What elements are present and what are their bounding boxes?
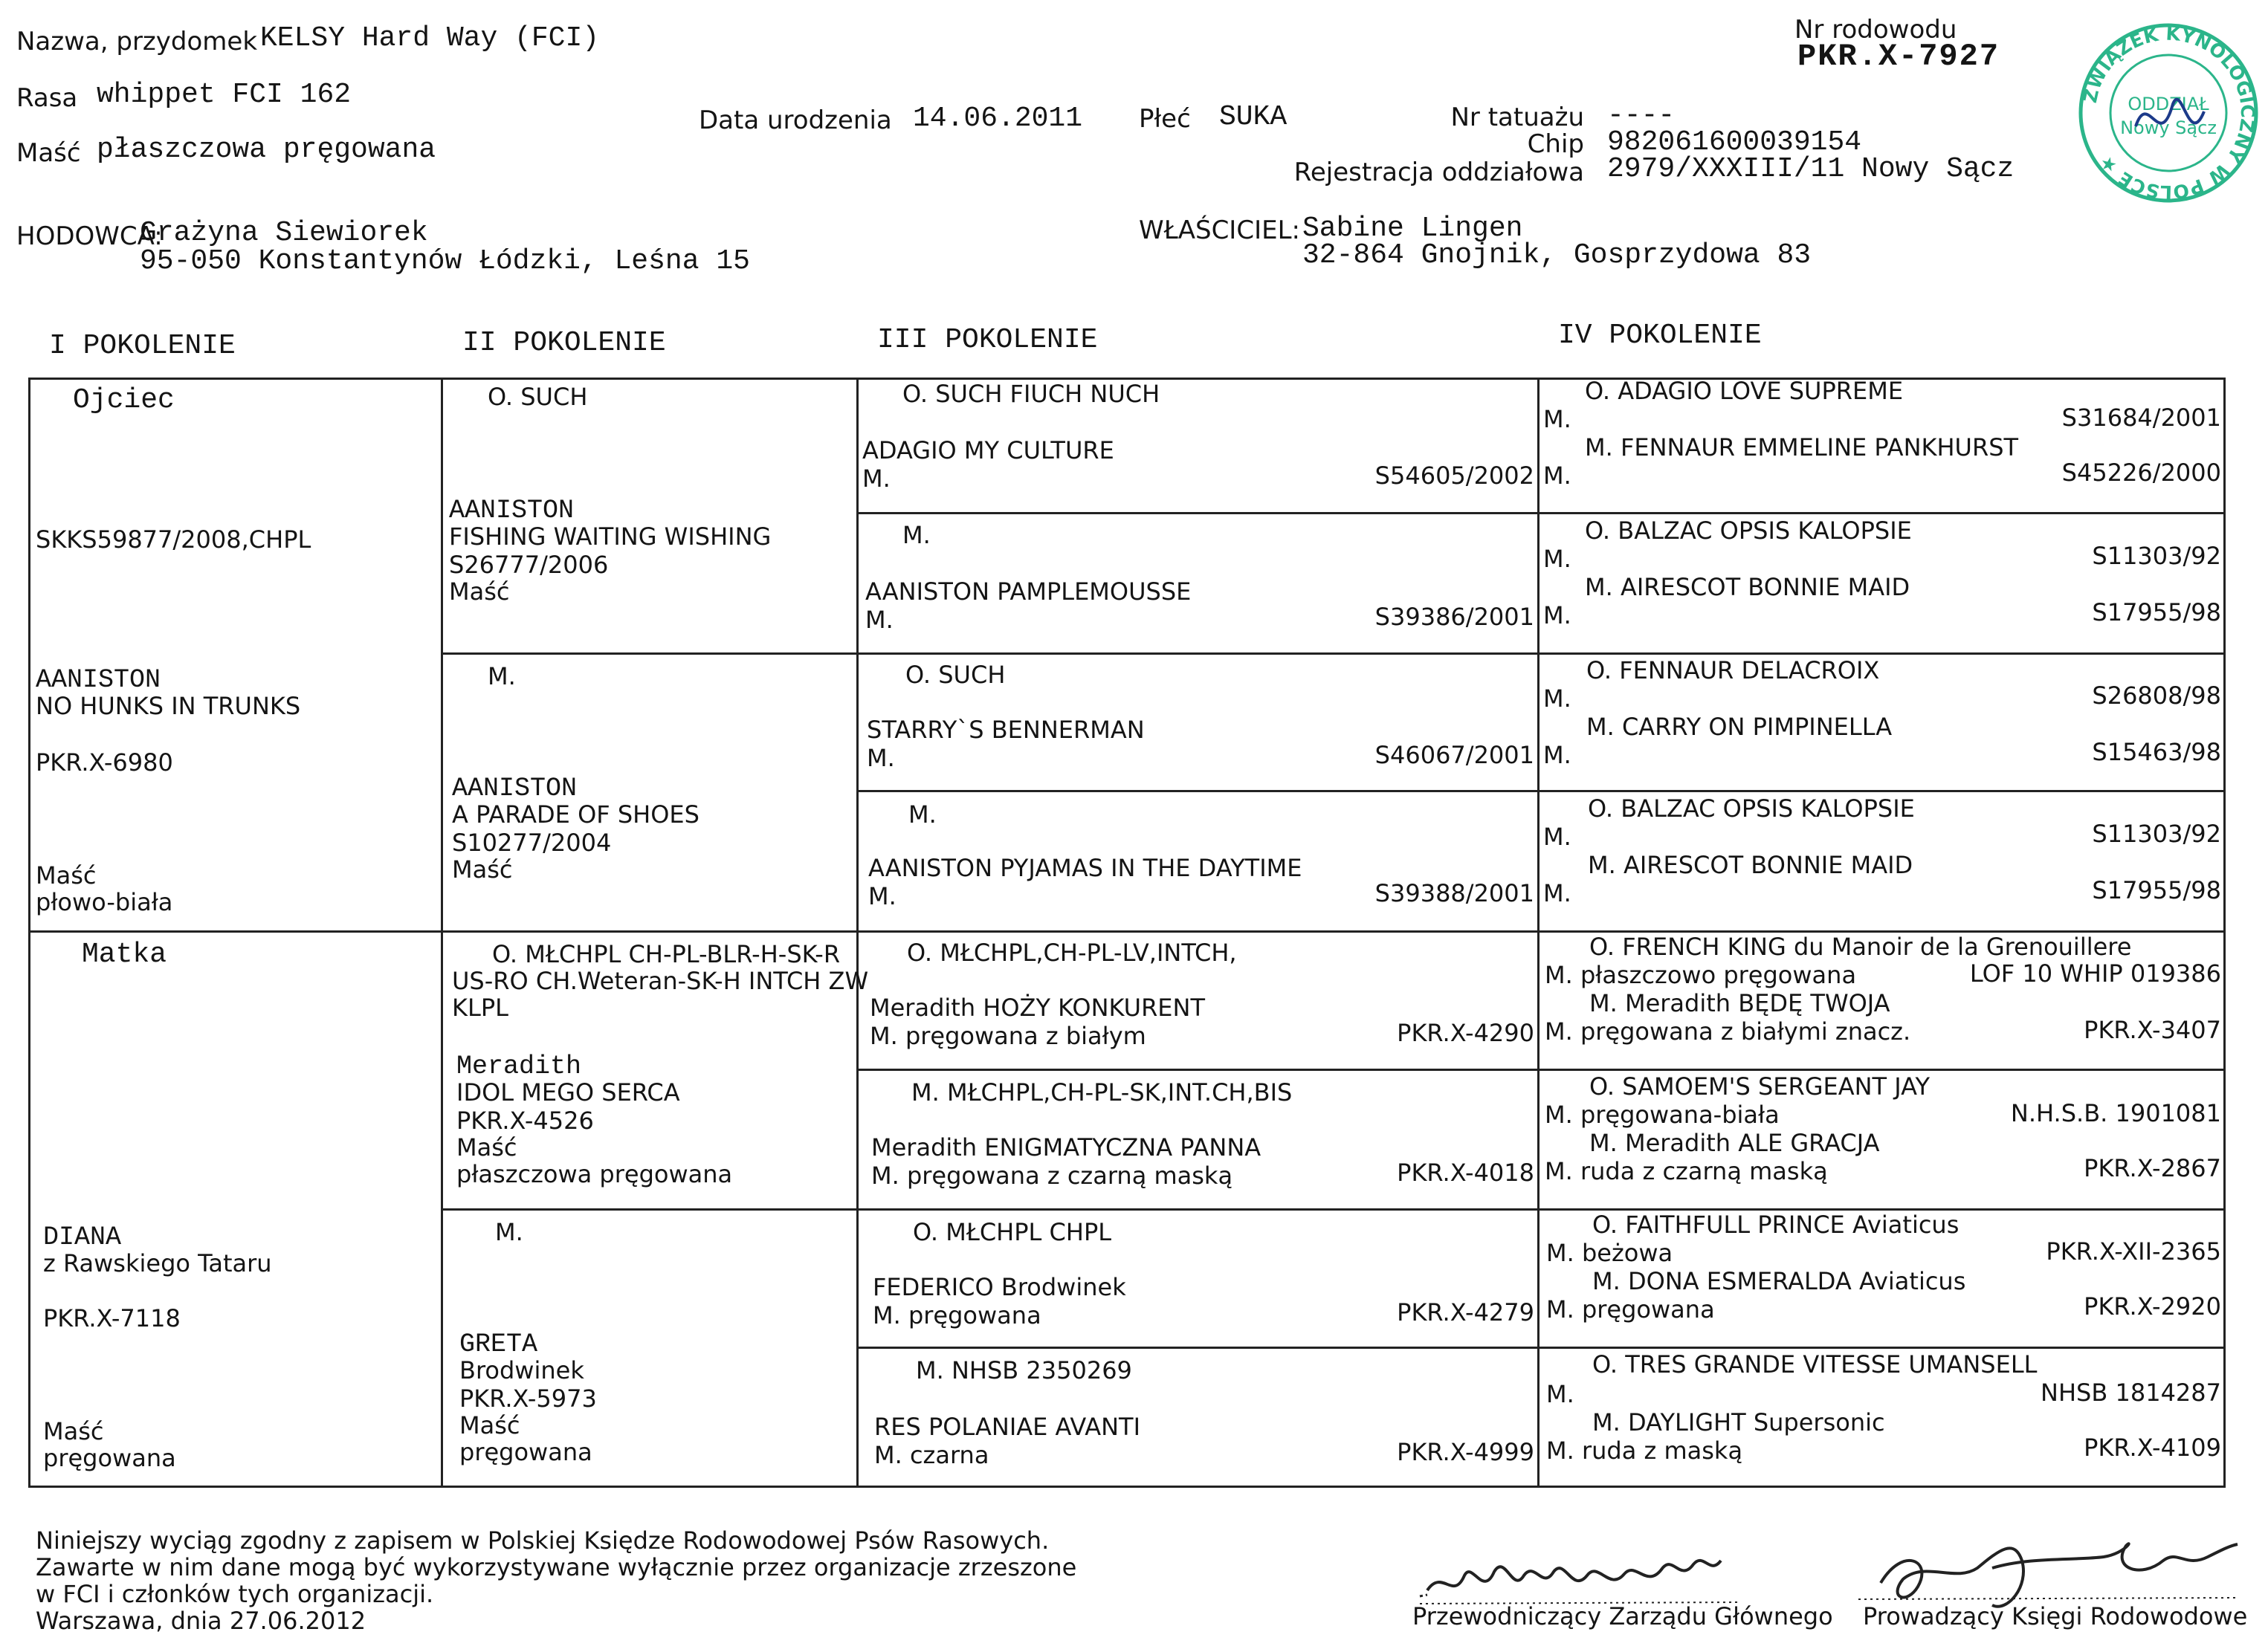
branch-reg-label: Rejestracja oddziałowa: [1293, 158, 1584, 187]
gen-heading-3: III POKOLENIE: [877, 324, 1098, 356]
owner-label: WŁAŚCICIEL:: [1139, 216, 1300, 245]
gen3-3-reg: S46067/2001: [1374, 741, 1534, 769]
gen2-2-reg: S10277/2004: [452, 829, 612, 857]
gen3-8-title: M. NHSB 2350269: [916, 1356, 1132, 1384]
gen2-4-color1: Maść: [459, 1411, 520, 1439]
gen4-cell-1: [1543, 378, 2221, 510]
name-value: KELSY Hard Way (FCI): [260, 22, 600, 54]
breeder-address: 95-050 Konstantynów Łódzki, Leśna 15: [140, 245, 750, 277]
gen3-cell-4: [862, 801, 1534, 927]
breeder-label: HODOWCA:: [16, 221, 163, 251]
gen2-cell-4: [449, 1219, 853, 1483]
divider-h-e7: [856, 1347, 2226, 1349]
gen3-7-title: O. MŁCHPL CHPL: [913, 1218, 1112, 1246]
sire-name1: AANISTON: [36, 665, 161, 695]
svg-text:Nowy Sącz: Nowy Sącz: [2120, 117, 2217, 138]
gen4-4-dam: M. AIRESCOT BONNIE MAID: [1588, 851, 1913, 879]
gen3-8-reg: PKR.X-4999: [1397, 1438, 1534, 1466]
gen-heading-1: I POKOLENIE: [49, 330, 236, 362]
gen3-1-reg: S54605/2002: [1374, 461, 1534, 490]
gen3-8-sub: M. czarna: [874, 1441, 989, 1469]
gen4-8-sire: O. TRES GRANDE VITESSE UMANSELL: [1592, 1350, 2038, 1379]
gen3-cell-6: [862, 1079, 1534, 1205]
breed-value: whippet FCI 162: [97, 79, 352, 111]
signature-1: [1412, 1531, 1829, 1613]
gen-heading-2: II POKOLENIE: [462, 327, 666, 359]
gen2-3-title2: US-RO CH.Weteran-SK-H INTCH ZW: [452, 967, 869, 995]
gen4-cell-5: [1543, 933, 2221, 1066]
gen4-3-dam-color: M.: [1543, 741, 1571, 769]
signature-1-label: Przewodniczący Zarządu Głównego: [1412, 1602, 1833, 1630]
gen2-3-name1: Meradith: [456, 1052, 582, 1081]
gen4-6-dam: M. Meradith ALE GRACJA: [1589, 1129, 1880, 1157]
gen2-1-reg: S26777/2006: [449, 551, 609, 579]
gen3-6-name: Meradith ENIGMATYCZNA PANNA: [871, 1133, 1261, 1162]
gen3-7-name: FEDERICO Brodwinek: [873, 1273, 1126, 1301]
svg-text:ZWIĄZEK KYNOLOGICZNY W POLSCE: ZWIĄZEK KYNOLOGICZNY W POLSCE ★: [2078, 22, 2259, 204]
gen4-2-sire-color: M.: [1543, 545, 1571, 573]
gen2-cell-3: [449, 940, 869, 1207]
gen3-1-title: O. SUCH FIUCH NUCH: [902, 380, 1160, 408]
chip-label: Chip: [1527, 129, 1584, 159]
color-label: Maść: [16, 138, 81, 168]
gen2-2-title: M.: [488, 662, 516, 690]
gen4-1-dam-reg: S45226/2000: [2061, 459, 2221, 487]
sire-reg: SKKS59877/2008,CHPL: [36, 525, 311, 554]
gen3-cell-8: [862, 1357, 1534, 1483]
gen3-2-title: M.: [902, 521, 931, 549]
gen4-6-sire-reg: N.H.S.B. 1901081: [2010, 1099, 2221, 1127]
gen2-2-color1: Maść: [452, 855, 513, 884]
divider-h-e5: [856, 1069, 2226, 1071]
gen4-1-sire: O. ADAGIO LOVE SUPREME: [1585, 377, 1904, 405]
dam-name1: DIANA: [43, 1222, 122, 1252]
gen3-2-name: AANISTON PAMPLEMOUSSE: [865, 577, 1192, 606]
gen3-5-title: O. MŁCHPL,CH-PL-LV,INTCH,: [907, 939, 1237, 967]
sire-color1: Maść: [36, 861, 97, 890]
gen4-4-dam-reg: S17955/98: [2092, 876, 2221, 904]
gen2-4-reg: PKR.X-5973: [459, 1384, 597, 1413]
gen4-5-sire-reg: LOF 10 WHIP 019386: [1969, 959, 2221, 988]
gen4-cell-3: [1543, 657, 2221, 788]
gen4-2-sire-reg: S11303/92: [2092, 542, 2221, 570]
gen3-8-name: RES POLANIAE AVANTI: [874, 1413, 1141, 1441]
dam-label: Matka: [82, 939, 167, 971]
gen4-cell-2: [1543, 517, 2221, 650]
gen4-2-dam-color: M.: [1543, 601, 1571, 629]
gen2-4-name2: Brodwinek: [459, 1356, 584, 1384]
gen4-8-dam-color: M. ruda z maską: [1546, 1436, 1743, 1465]
gen1-dam-cell: [36, 941, 437, 1482]
gen3-2-sub: M.: [865, 606, 894, 634]
gen3-1-name: ADAGIO MY CULTURE: [862, 436, 1114, 464]
gen3-cell-5: [862, 939, 1534, 1066]
gen2-4-title: M.: [495, 1218, 523, 1246]
gen4-1-sire-color: M.: [1543, 405, 1571, 433]
gen4-5-dam: M. Meradith BĘDĘ TWOJA: [1589, 989, 1890, 1017]
chip-value: 982061600039154: [1607, 126, 1862, 158]
gen4-cell-8: [1543, 1351, 2221, 1483]
gen3-4-name: AANISTON PYJAMAS IN THE DAYTIME: [868, 854, 1302, 882]
gen4-1-sire-reg: S31684/2001: [2061, 404, 2221, 432]
gen3-6-title: M. MŁCHPL,CH-PL-SK,INT.CH,BIS: [911, 1078, 1293, 1107]
gen3-3-title: O. SUCH: [905, 661, 1006, 689]
sire-pkr: PKR.X-6980: [36, 748, 173, 777]
dam-color2: pręgowana: [43, 1444, 176, 1472]
sire-label: Ojciec: [73, 384, 175, 416]
dam-name2: z Rawskiego Tataru: [43, 1249, 272, 1277]
gen4-8-sire-color: M.: [1546, 1380, 1574, 1408]
gen3-3-sub: M.: [867, 744, 895, 772]
breed-label: Rasa: [16, 83, 78, 113]
branch-reg-value: 2979/XXXIII/11 Nowy Sącz: [1607, 153, 2015, 185]
owner-address: 32-864 Gnojnik, Gosprzydowa 83: [1302, 239, 1812, 271]
gen2-cell-2: [449, 663, 853, 927]
gen3-cell-1: [862, 380, 1534, 510]
gen2-3-reg: PKR.X-4526: [456, 1107, 594, 1135]
gen3-cell-7: [862, 1219, 1534, 1345]
kennel-club-stamp: [2078, 22, 2260, 204]
gen4-3-sire-color: M.: [1543, 684, 1571, 713]
gen4-6-dam-color: M. ruda z czarną maską: [1545, 1157, 1828, 1185]
gen4-7-dam-reg: PKR.X-2920: [2084, 1292, 2221, 1321]
svg-text:ODDZIAŁ: ODDZIAŁ: [2128, 94, 2209, 114]
gen2-cell-1: [449, 383, 853, 651]
divider-v3: [1537, 378, 1540, 1488]
gen4-3-dam-reg: S15463/98: [2092, 738, 2221, 766]
gen4-4-dam-color: M.: [1543, 879, 1571, 907]
gen2-3-name2: IDOL MEGO SERCA: [456, 1078, 680, 1107]
gen3-5-reg: PKR.X-4290: [1397, 1019, 1534, 1047]
gen2-3-color1: Maść: [456, 1133, 517, 1162]
color-value: płaszczowa pręgowana: [97, 134, 436, 166]
gen2-1-name1: AANISTON: [449, 496, 575, 525]
tattoo-label: Nr tatuażu: [1450, 103, 1584, 132]
sex-label: Płeć: [1139, 104, 1191, 134]
gen4-8-dam-reg: PKR.X-4109: [2084, 1434, 2221, 1462]
gen4-3-dam: M. CARRY ON PIMPINELLA: [1586, 713, 1893, 741]
gen4-6-dam-reg: PKR.X-2867: [2084, 1154, 2221, 1182]
dam-color1: Maść: [43, 1417, 104, 1445]
gen4-7-sire-color: M. beżowa: [1546, 1239, 1673, 1267]
sex-value: SUKA: [1219, 101, 1288, 133]
gen4-5-sire: O. FRENCH KING du Manoir de la Grenouillere: [1589, 933, 2132, 961]
footer-date: Warszawa, dnia 27.06.2012: [36, 1607, 366, 1635]
gen4-1-dam-color: M.: [1543, 461, 1571, 490]
gen4-5-sire-color: M. płaszczowo pręgowana: [1545, 961, 1857, 989]
gen4-7-sire-reg: PKR.X-XII-2365: [2046, 1237, 2221, 1266]
gen2-3-title3: KLPL: [452, 994, 508, 1022]
gen3-4-sub: M.: [868, 882, 896, 910]
footer-line-1: Niniejszy wyciąg zgodny z zapisem w Polskiej Księdze Rodowodowej Psów Rasowych.: [36, 1526, 1050, 1555]
owner-name: Sabine Lingen: [1302, 213, 1523, 244]
gen4-2-dam: M. AIRESCOT BONNIE MAID: [1585, 573, 1910, 601]
signature-2-label: Prowadzący Księgi Rodowodowe: [1863, 1602, 2248, 1630]
gen1-sire-cell: [36, 386, 437, 927]
gen4-cell-7: [1543, 1211, 2221, 1344]
gen3-3-name: STARRY`S BENNERMAN: [867, 716, 1145, 744]
gen4-2-sire: O. BALZAC OPSIS KALOPSIE: [1585, 516, 1912, 545]
gen2-1-name2: FISHING WAITING WISHING: [449, 522, 772, 551]
gen4-cell-6: [1543, 1073, 2221, 1204]
dam-pkr: PKR.X-7118: [43, 1304, 181, 1332]
divider-h-q1: [441, 652, 2226, 655]
sire-name2: NO HUNKS IN TRUNKS: [36, 692, 301, 720]
gen4-8-sire-reg: NHSB 1814287: [2041, 1379, 2221, 1407]
pedigree-no-value: PKR.X-7927: [1797, 39, 2000, 74]
gen2-3-color2: płaszczowa pręgowana: [456, 1160, 733, 1188]
divider-h-e1: [856, 512, 2226, 514]
gen4-3-sire-reg: S26808/98: [2092, 681, 2221, 710]
breeder-name: Grażyna Siewiorek: [140, 217, 428, 249]
gen4-cell-4: [1543, 795, 2221, 926]
gen3-cell-3: [862, 661, 1534, 788]
divider-v1: [441, 378, 443, 1488]
tattoo-value: ----: [1607, 100, 1676, 132]
gen4-6-sire: O. SAMOEM'S SERGEANT JAY: [1589, 1072, 1931, 1101]
gen3-cell-2: [862, 522, 1534, 650]
gen4-1-dam: M. FENNAUR EMMELINE PANKHURST: [1585, 433, 2019, 461]
gen3-1-sub: M.: [862, 464, 891, 493]
gen4-4-sire-color: M.: [1543, 823, 1571, 851]
sire-color2: płowo-biała: [36, 888, 173, 916]
footer-line-3: w FCI i członków tych organizacji.: [36, 1580, 434, 1608]
gen4-7-dam-color: M. pręgowana: [1546, 1295, 1715, 1324]
gen4-4-sire: O. BALZAC OPSIS KALOPSIE: [1588, 794, 1915, 823]
gen3-6-reg: PKR.X-4018: [1397, 1159, 1534, 1187]
gen2-4-name1: GRETA: [459, 1329, 538, 1359]
gen2-1-title: O. SUCH: [488, 383, 588, 411]
gen4-7-dam: M. DONA ESMERALDA Aviaticus: [1592, 1267, 1966, 1295]
gen3-2-reg: S39386/2001: [1374, 603, 1534, 631]
gen3-7-sub: M. pręgowana: [873, 1301, 1041, 1329]
gen3-5-sub: M. pręgowana z białym: [870, 1022, 1146, 1050]
gen4-3-sire: O. FENNAUR DELACROIX: [1586, 656, 1880, 684]
gen4-8-dam: M. DAYLIGHT Supersonic: [1592, 1408, 1885, 1436]
dob-value: 14.06.2011: [913, 103, 1083, 135]
gen4-4-sire-reg: S11303/92: [2092, 820, 2221, 848]
gen3-4-reg: S39388/2001: [1374, 879, 1534, 907]
gen2-3-title: O. MŁCHPL CH-PL-BLR-H-SK-R: [492, 940, 841, 968]
name-label: Nazwa, przydomek: [16, 27, 258, 56]
divider-v2: [856, 378, 859, 1488]
gen4-7-sire: O. FAITHFULL PRINCE Aviaticus: [1592, 1211, 1960, 1239]
gen2-2-name2: A PARADE OF SHOES: [452, 800, 700, 829]
gen4-5-dam-reg: PKR.X-3407: [2084, 1016, 2221, 1044]
gen4-6-sire-color: M. pręgowana-biała: [1545, 1101, 1780, 1129]
gen2-4-color2: pręgowana: [459, 1438, 592, 1466]
gen4-5-dam-color: M. pręgowana z białymi znacz.: [1545, 1017, 1911, 1046]
gen3-7-reg: PKR.X-4279: [1397, 1298, 1534, 1327]
pedigree-no-label: Nr rodowodu: [1794, 15, 1957, 45]
gen-heading-4: IV POKOLENIE: [1558, 320, 1762, 352]
dob-label: Data urodzenia: [699, 106, 892, 135]
gen2-2-name1: AANISTON: [452, 774, 578, 803]
divider-h-e3: [856, 790, 2226, 792]
gen3-6-sub: M. pręgowana z czarną maską: [871, 1162, 1233, 1190]
gen2-1-color1: Maść: [449, 577, 510, 606]
gen4-2-dam-reg: S17955/98: [2092, 598, 2221, 626]
gen3-5-name: Meradith HOŻY KONKURENT: [870, 994, 1205, 1022]
gen3-4-title: M.: [908, 800, 937, 829]
footer-line-2: Zawarte w nim dane mogą być wykorzystywane wyłącznie przez organizacje zrzeszone: [36, 1553, 1077, 1581]
